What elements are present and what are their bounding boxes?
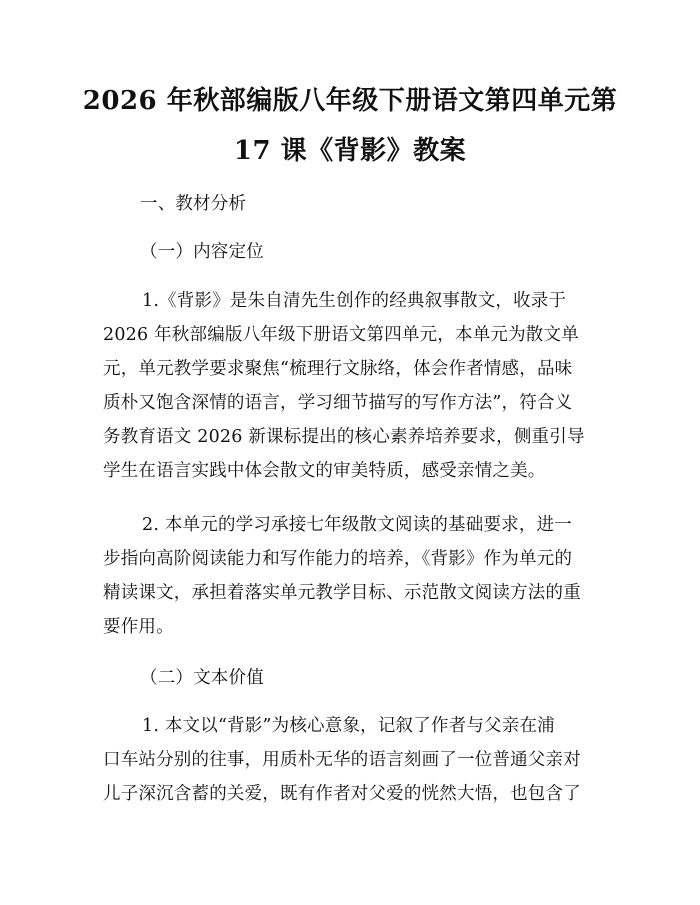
paragraph-line: 2026 年秋部编版八年级下册语文第四单元，本单元为散文单: [103, 325, 579, 345]
paragraph-line: 务教育语文 2026 新课标提出的核心素养培养要求，侧重引导: [103, 427, 585, 447]
paragraph-line: 质朴又饱含深情的语言，学习细节描写的写作方法”，符合义: [103, 393, 573, 413]
paragraph-line: 学生在语言实践中体会散文的审美特质，感受亲情之美。: [103, 461, 546, 481]
paragraph-line: 2. 本单元的学习承接七年级散文阅读的基础要求，进一: [142, 515, 572, 535]
document-title-line-2: 17 课《背影》教案: [233, 136, 467, 166]
paragraph-line: 精读课文，承担着落实单元教学目标、示范散文阅读方法的重: [103, 583, 581, 603]
section-heading-materials-analysis: 一、教材分析: [140, 194, 247, 214]
document-title-line-1: 2026 年秋部编版八年级下册语文第四单元第: [82, 86, 618, 116]
paragraph-line: 儿子深沉含蓄的关爱，既有作者对父爱的恍然大悟，也包含了: [103, 784, 581, 804]
paragraph-line: 口车站分别的往事，用质朴无华的语言刻画了一位普通父亲对: [103, 750, 581, 770]
subsection-heading-text-value: （二）文本价值: [140, 668, 264, 688]
subsection-heading-content-positioning: （一）内容定位: [140, 242, 264, 262]
paragraph-line: 要作用。: [103, 617, 174, 637]
paragraph-line: 元，单元教学要求聚焦“梳理行文脉络，体会作者情感，品味: [103, 359, 573, 379]
paragraph-line: 1.《背影》是朱自清先生创作的经典叙事散文，收录于: [142, 291, 567, 311]
paragraph-line: 步指向高阶阅读能力和写作能力的培养，《背影》作为单元的: [103, 549, 573, 569]
paragraph-line: 1. 本文以“背影”为核心意象，记叙了作者与父亲在浦: [142, 716, 555, 736]
